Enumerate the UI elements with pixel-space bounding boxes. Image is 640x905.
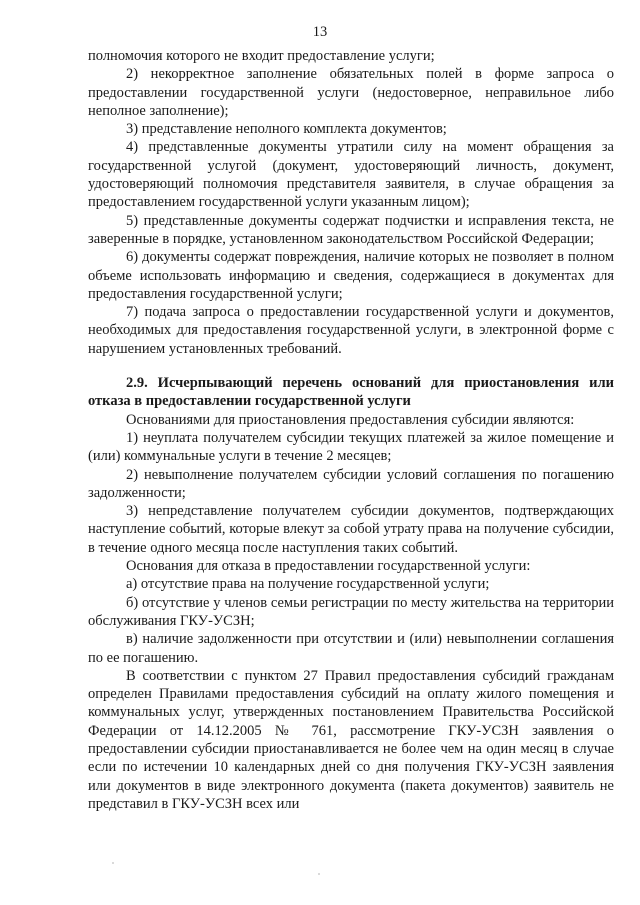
list-item-2: 2) некорректное заполнение обязательных полей в форме запроса о предоставлении государственной услуги (недостоверное, неправильное либо неполное заполнение); [88,66,614,119]
scan-artifact [112,862,114,864]
document-body [88,47,614,813]
page-number: 13 [312,24,328,40]
suspension-item-2: 2) невыполнение получателем субсидии условий соглашения по погашению задолженности; [88,466,614,501]
suspension-item-1: 1) неуплата получателем субсидии текущих платежей за жилое помещение и (или) коммунальные услуги в течение 2 месяцев; [88,429,614,465]
list-item-7: 7) подача запроса о предоставлении государственной услуги и документов, необходимых для предоставления государственной услуги, в электронной форме с нарушением установленных требований. [88,304,614,357]
refusal-item-c: в) наличие задолженности при отсутствии и (или) невыполнении соглашения по ее погашению. [88,631,614,666]
list-item-3: 3) представление неполного комплекта документов; [126,121,447,138]
suspension-intro: Основаниями для приостановления предоставления субсидии являются: [126,411,575,428]
closing-paragraph: В соответствии с пунктом 27 Правил предоставления субсидий гражданам определен Правилами предоставления субсидий на оплату жилого помещения и коммунальных услуг, утвержденных постановлением Правительства Российской Федерации от 14.12.2005 № 761, рассмотрение ГКУ-УСЗН заявления о предоставлении субсидии приостанавливается не более чем на один месяц в случае если по истечении 10 календарных дней со дня получения ГКУ-УСЗН заявления или документов в виде электронного документа (пакета документов) заявитель не представил в ГКУ-УСЗН всех или [88,667,614,812]
list-item-5: 5) представленные документы содержат подчистки и исправления текста, не заверенные в порядке, установленном законодательством Российской Федерации; [88,212,614,247]
refusal-intro: Основания для отказа в предоставлении государственной услуги: [126,558,531,575]
list-item-6: 6) документы содержат повреждения, наличие которых не позволяет в полном объеме использовать информацию и сведения, содержащиеся в документах для предоставления государственной услуги; [88,249,614,302]
refusal-item-b: б) отсутствие у членов семьи регистрации по месту жительства на территории обслуживания ГКУ-УСЗН; [88,594,614,629]
suspension-item-3: 3) непредставление получателем субсидии документов, подтверждающих наступление событий, которые влекут за собой утрату права на получение субсидии, в течение одного месяца после наступления таких событий. [88,503,614,556]
scan-artifact [318,873,320,875]
refusal-item-a: а) отсутствие права на получение государственной услуги; [126,576,490,593]
list-item-4: 4) представленные документы утратили силу на момент обращения за государственной услугой (документ, удостоверяющий личность, документ, удостоверяющий полномочия представителя заявителя, в случае обращения за предоставлением государственной услуги указанным лицом); [88,139,614,211]
section-heading: 2.9. Исчерпывающий перечень оснований для приостановления или отказа в предоставлении государственной услуги [88,375,614,410]
paragraph-continuation: полномочия которого не входит предоставление услуги; [88,48,435,64]
